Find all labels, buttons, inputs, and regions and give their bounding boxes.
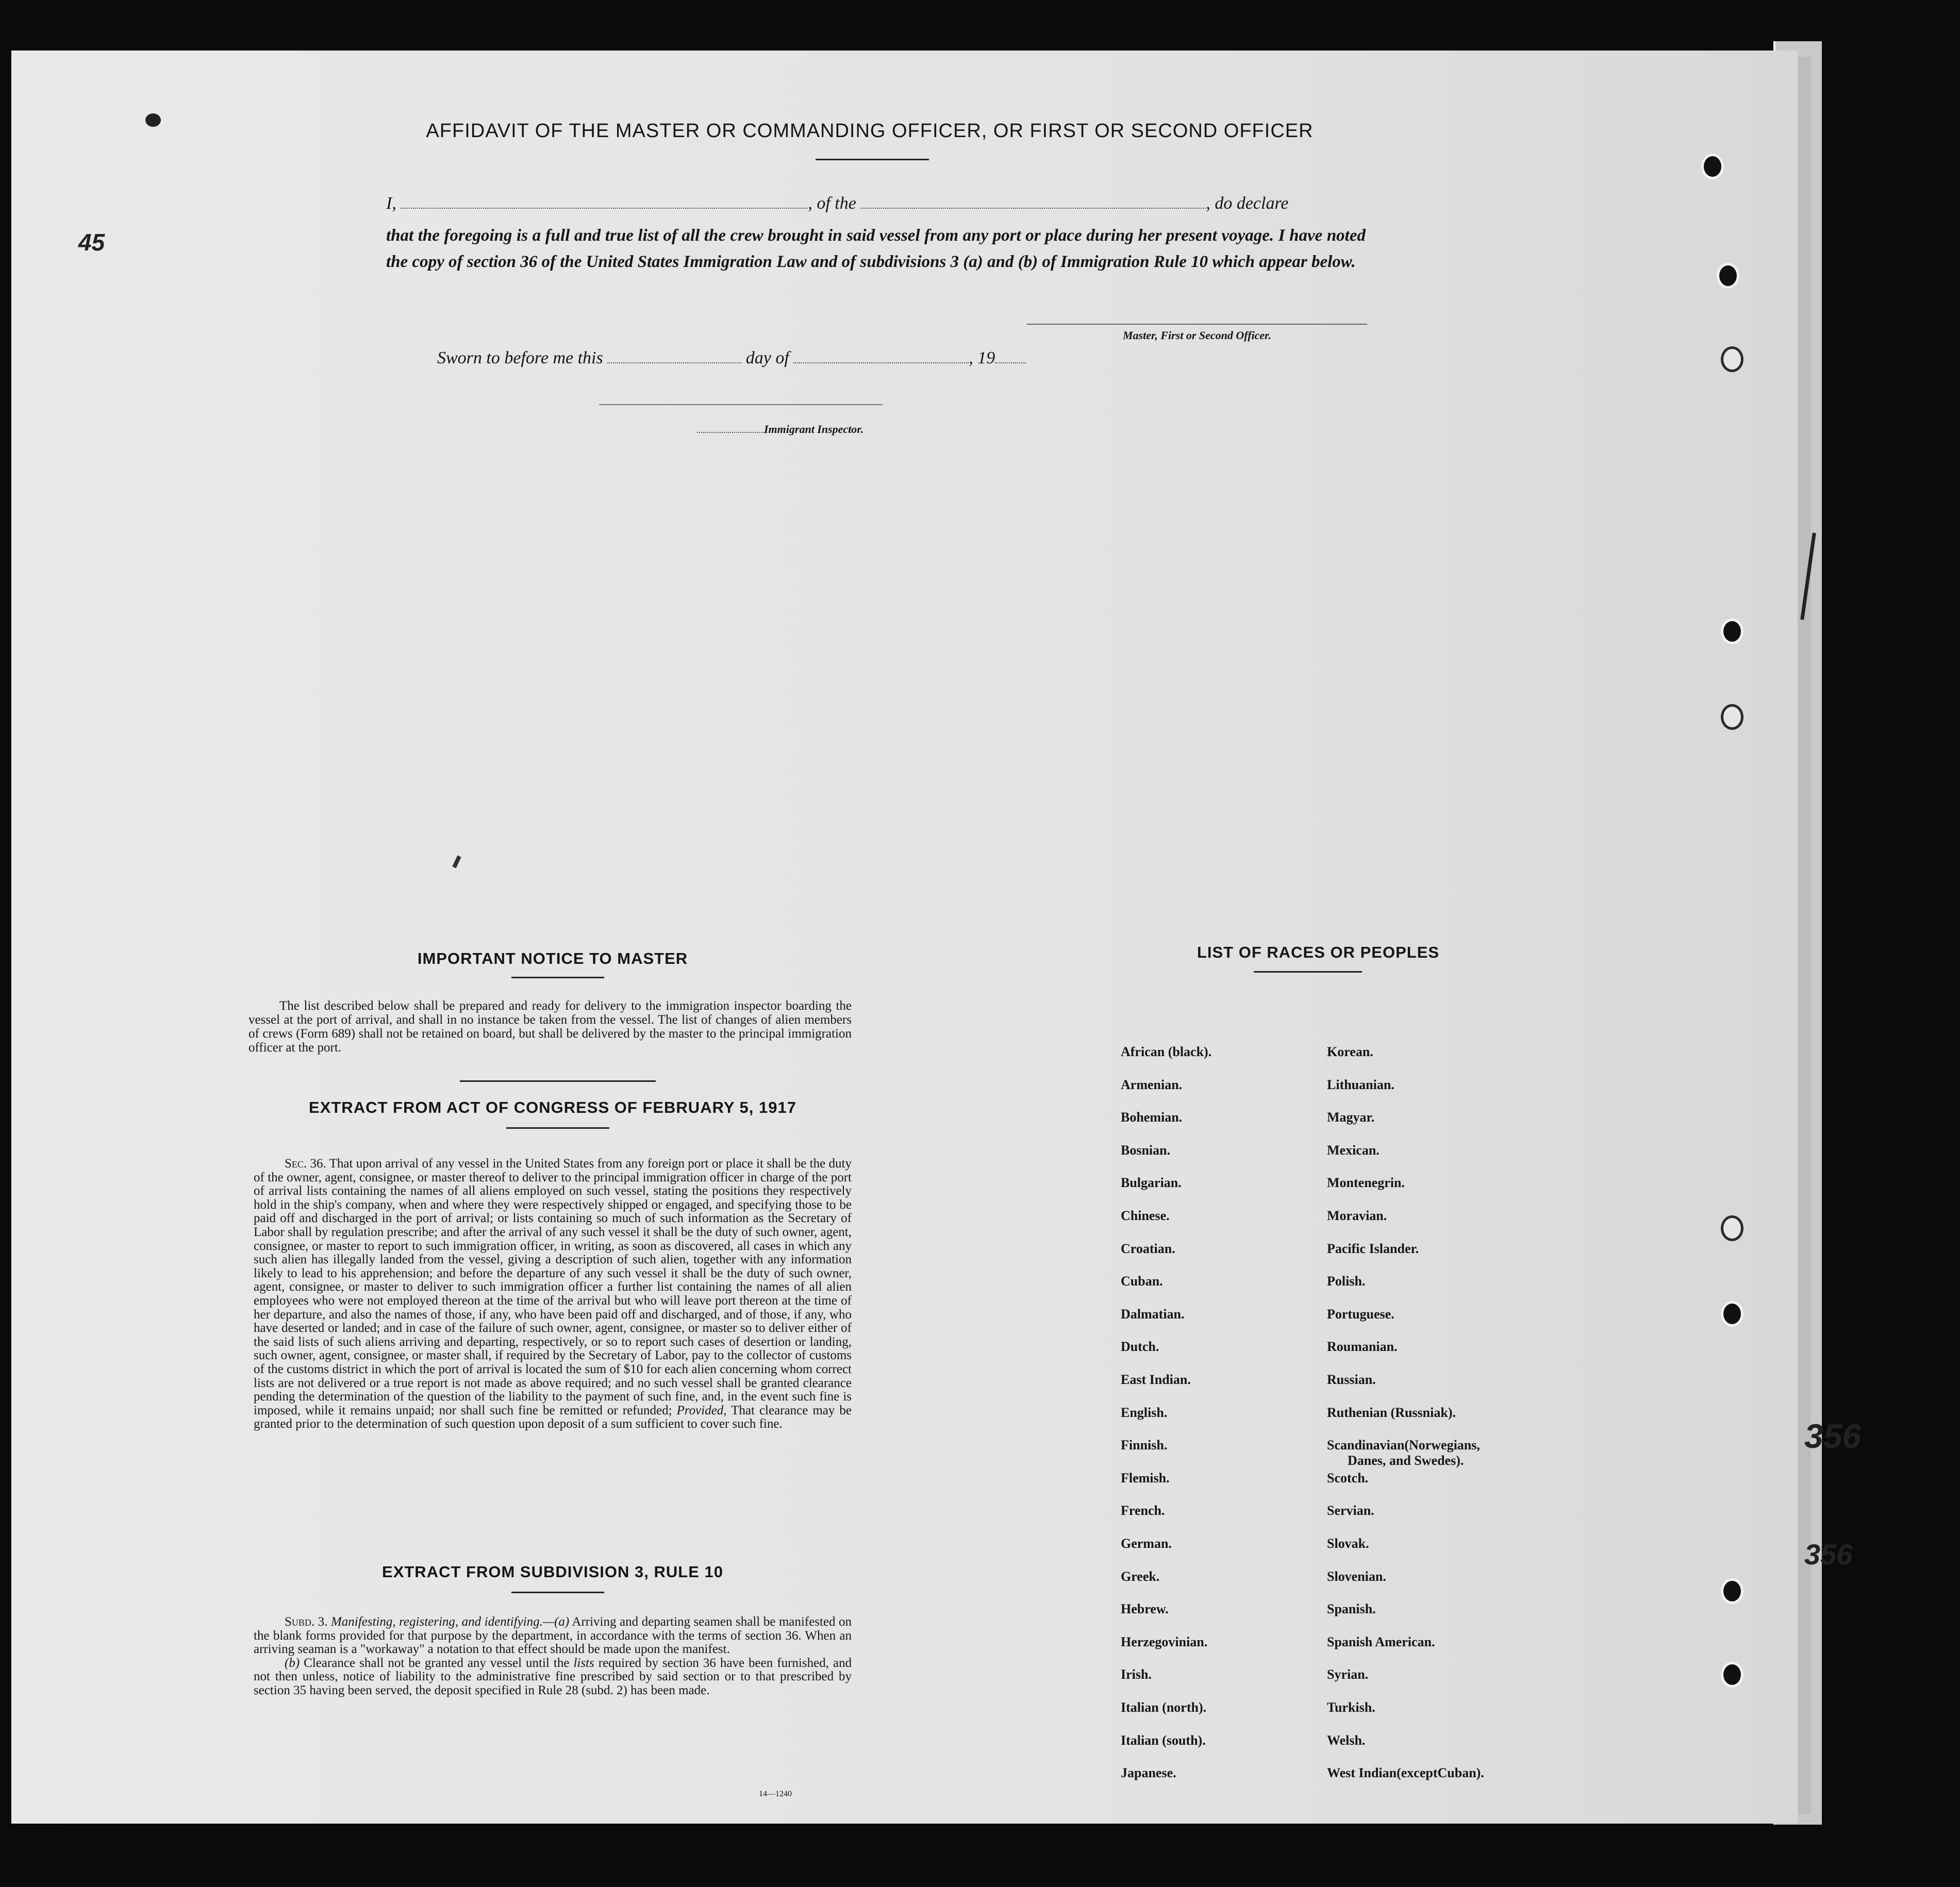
race-item: Croatian. [1121, 1241, 1175, 1256]
race-item: Polish. [1327, 1274, 1366, 1289]
extract-rule-title: EXTRACT FROM SUBDIVISION 3, RULE 10 [382, 1563, 723, 1581]
binder-hole [1721, 1662, 1743, 1688]
race-item: Roumanian. [1327, 1339, 1398, 1355]
race-item: Italian (north). [1121, 1700, 1207, 1715]
subd-a-text: Arriving and departing seamen shall be manifested on the blank forms provided for that purpose by the department, in accordance with the terms of section 36. When an arriving seaman is a "workaway" a notation to that effect should be made upon the manifest. [254, 1615, 852, 1657]
race-item: Bulgarian. [1121, 1175, 1182, 1191]
subd-b-paragraph [254, 1657, 852, 1698]
extract-rule-title-rule [511, 1592, 604, 1593]
race-item: Greek. [1121, 1568, 1160, 1584]
year-blank [995, 362, 1026, 363]
vessel-blank [860, 208, 1206, 209]
race-item: French. [1121, 1503, 1165, 1518]
binder-hole [1721, 346, 1743, 372]
form-number: 14—1240 [759, 1790, 792, 1798]
name-blank [401, 208, 808, 209]
binder-hole [1721, 1578, 1743, 1604]
section-body: That upon arrival of any vessel in the United States from any foreign port or place it shall be the duty of the owner, agent, consignee, or master thereof to deliver to the principal immigration officer in charge of the port of arrival lists containing the names of all aliens employed on such vessel, stating the positions they respectively hold in the ship's company, when and where they were respectively shipped or engaged, and specifying those to be paid off and discharged in the port of arrival; or lists containing so much of such information as the Secretary of Labor shall by regulation prescribe; and after the arrival of any such vessel it shall be the duty of such owner, agent, consignee, or master to report to such immigration officer, in writing, as soon as discovered, all cases in which any such alien has illegally landed from the vessel, giving a description of such alien, together with any information likely to lead to his apprehension; and before the departure of any such vessel it shall be the duty of such owner, agent, consignee, or master to deliver to such immigration officer a further list containing the names of all alien employees who were not employed thereon at the time of the arrival but who will leave port thereon at the time of her departure, and also the names of those, if any, who have been paid off and discharged, and of those, if any, who have deserted or landed; and in case of the failure of such owner, agent, consignee, or master so to deliver either of the said lists of such aliens arriving and departing, respectively, or so to report such cases of desertion or landing, such owner, agent, consignee, or master shall, if required by the Secretary of Labor, pay to the collector of customs of the customs district in which the port of arrival is located the sum of $10 for each alien concerning whom correct lists are not delivered or a true report is not made as above required; and no such vessel shall be granted clearance pending the determination of the question of the liability to the payment of such fine, and, in the event such fine is imposed, while it remains unpaid; nor shall such fine be remitted or refunded; [254, 1157, 852, 1417]
binder-hole [1721, 704, 1743, 730]
affidavit-body: that the foregoing is a full and true list of all the crew brought in said vessel from any port or place during her present voyage. I have noted the copy of section 36 of the United States Immigration Law and of subdivisions 3 (a) and (b) of Immigration Rule 10 which appear below. [386, 226, 1366, 271]
race-item: Cuban. [1121, 1274, 1163, 1289]
notice-body: The list described below shall be prepared and ready for delivery to the immigration inspector boarding the vessel at the port of arrival, and shall in no instance be taken from the vessel. The list of changes of alien members of crews (Form 689) shall not be retained on board, but shall be delivered by the master to the principal immigration officer at the port. [248, 999, 852, 1055]
extract-act-title-rule [506, 1127, 609, 1129]
affidavit-declaration-line [386, 194, 1366, 213]
race-item: Spanish American. [1327, 1634, 1435, 1649]
declaration-of: , of the [808, 194, 856, 213]
race-item: Pacific Islander. [1327, 1241, 1419, 1256]
race-item: Turkish. [1327, 1700, 1375, 1715]
race-item: Irish. [1121, 1667, 1152, 1682]
affidavit-title: AFFIDAVIT OF THE MASTER OR COMMANDING OFFICER, OR FIRST OR SECOND OFFICER [426, 120, 1314, 142]
race-item: Servian. [1327, 1503, 1374, 1518]
sworn-day-of: day of [745, 348, 789, 368]
binder-hole [1717, 263, 1739, 289]
race-item: German. [1121, 1536, 1172, 1551]
race-item: Flemish. [1121, 1470, 1170, 1485]
signature-line [1027, 324, 1367, 325]
races-title: LIST OF RACES OR PEOPLES [1197, 943, 1440, 961]
race-item: Welsh. [1327, 1732, 1366, 1748]
race-item: Portuguese. [1327, 1306, 1394, 1322]
declaration-i: I, [386, 194, 396, 213]
margin-mark-left: 45 [78, 229, 105, 256]
races-title-rule [1254, 971, 1362, 973]
race-item: Italian (south). [1121, 1732, 1206, 1748]
race-item: Lithuanian. [1327, 1077, 1394, 1092]
race-item: Mexican. [1327, 1142, 1380, 1158]
notice-end-rule [460, 1080, 656, 1082]
race-item: Scandinavian(Norwegians, [1327, 1438, 1480, 1453]
race-item: Ruthenian (Russniak). [1327, 1405, 1456, 1420]
race-item: East Indian. [1121, 1372, 1191, 1387]
race-item: Slovenian. [1327, 1568, 1386, 1584]
race-item: Danes, and Swedes). [1348, 1453, 1464, 1468]
inspector-caption-text: Immigrant Inspector. [764, 423, 864, 436]
race-item: Finnish. [1121, 1438, 1168, 1453]
margin-mark-right-lower: 356 [1804, 1538, 1853, 1571]
subd-a-paragraph [254, 1615, 852, 1657]
subd-heading: Manifesting, registering, and identifying.—(a) [330, 1615, 570, 1629]
declaration-declare: , do declare [1206, 194, 1289, 213]
race-item: Hebrew. [1121, 1601, 1169, 1617]
extract-act-body [254, 1157, 852, 1431]
sworn-year: , 19 [969, 348, 995, 368]
stray-mark [452, 855, 461, 868]
notice-title-rule [511, 977, 604, 978]
race-item: Montenegrin. [1327, 1175, 1405, 1191]
subd-label: Subd. 3. [285, 1615, 328, 1629]
race-item: Russian. [1327, 1372, 1376, 1387]
race-item: Bosnian. [1121, 1142, 1171, 1158]
stray-mark [145, 113, 161, 127]
section-label: Sec. 36. [285, 1157, 326, 1171]
day-blank [607, 362, 741, 363]
subd-b-lists: lists [573, 1656, 594, 1670]
race-item: Dutch. [1121, 1339, 1159, 1355]
race-item: West Indian(exceptCuban). [1327, 1765, 1484, 1781]
race-item: Slovak. [1327, 1536, 1369, 1551]
extract-rule-body [254, 1615, 852, 1698]
race-item: Herzegovinian. [1121, 1634, 1208, 1649]
margin-mark-right-upper: 356 [1804, 1417, 1862, 1455]
sworn-line [437, 348, 1107, 368]
inspector-blank [697, 432, 764, 433]
provided-body: That clearance may be granted prior to the determination of such question upon deposit of a sum sufficient to cover such fine. [254, 1403, 852, 1431]
binder-hole [1721, 1301, 1743, 1327]
race-item: Syrian. [1327, 1667, 1369, 1682]
race-item: Armenian. [1121, 1077, 1183, 1092]
binder-hole [1701, 154, 1724, 179]
month-blank [793, 362, 969, 363]
signature-caption: Master, First or Second Officer. [1122, 329, 1272, 342]
race-item: Dalmatian. [1121, 1306, 1185, 1322]
subd-b-label: (b) [285, 1656, 300, 1670]
race-item: Chinese. [1121, 1208, 1170, 1223]
binder-hole [1721, 619, 1743, 644]
binder-hole [1721, 1215, 1743, 1241]
inspector-caption [697, 423, 1006, 436]
race-item: Scotch. [1327, 1470, 1369, 1485]
provided-label: Provided, [676, 1403, 727, 1417]
race-item: Bohemian. [1121, 1110, 1183, 1125]
notice-title: IMPORTANT NOTICE TO MASTER [417, 949, 688, 967]
race-item: Magyar. [1327, 1110, 1375, 1125]
race-item: African (black). [1121, 1044, 1212, 1059]
race-item: Spanish. [1327, 1601, 1376, 1617]
sworn-prefix: Sworn to before me this [437, 348, 603, 368]
race-item: English. [1121, 1405, 1168, 1420]
document-page [11, 51, 1862, 1824]
race-item: Korean. [1327, 1044, 1373, 1059]
title-rule [816, 159, 929, 160]
race-item: Moravian. [1327, 1208, 1387, 1223]
subd-b-post: required by section 36 have been furnished, and not then unless, notice of liability to the administrative fine prescribed by said section or to that prescribed by section 35 having been served, the deposit specified in Rule 28 (subd. 2) has been made. [254, 1656, 852, 1697]
extract-act-title: EXTRACT FROM ACT OF CONGRESS OF FEBRUARY 5, 1917 [309, 1098, 796, 1116]
subd-b-pre: Clearance shall not be granted any vessel until the [304, 1656, 570, 1670]
race-item: Japanese. [1121, 1765, 1176, 1781]
inspector-line [599, 404, 883, 405]
